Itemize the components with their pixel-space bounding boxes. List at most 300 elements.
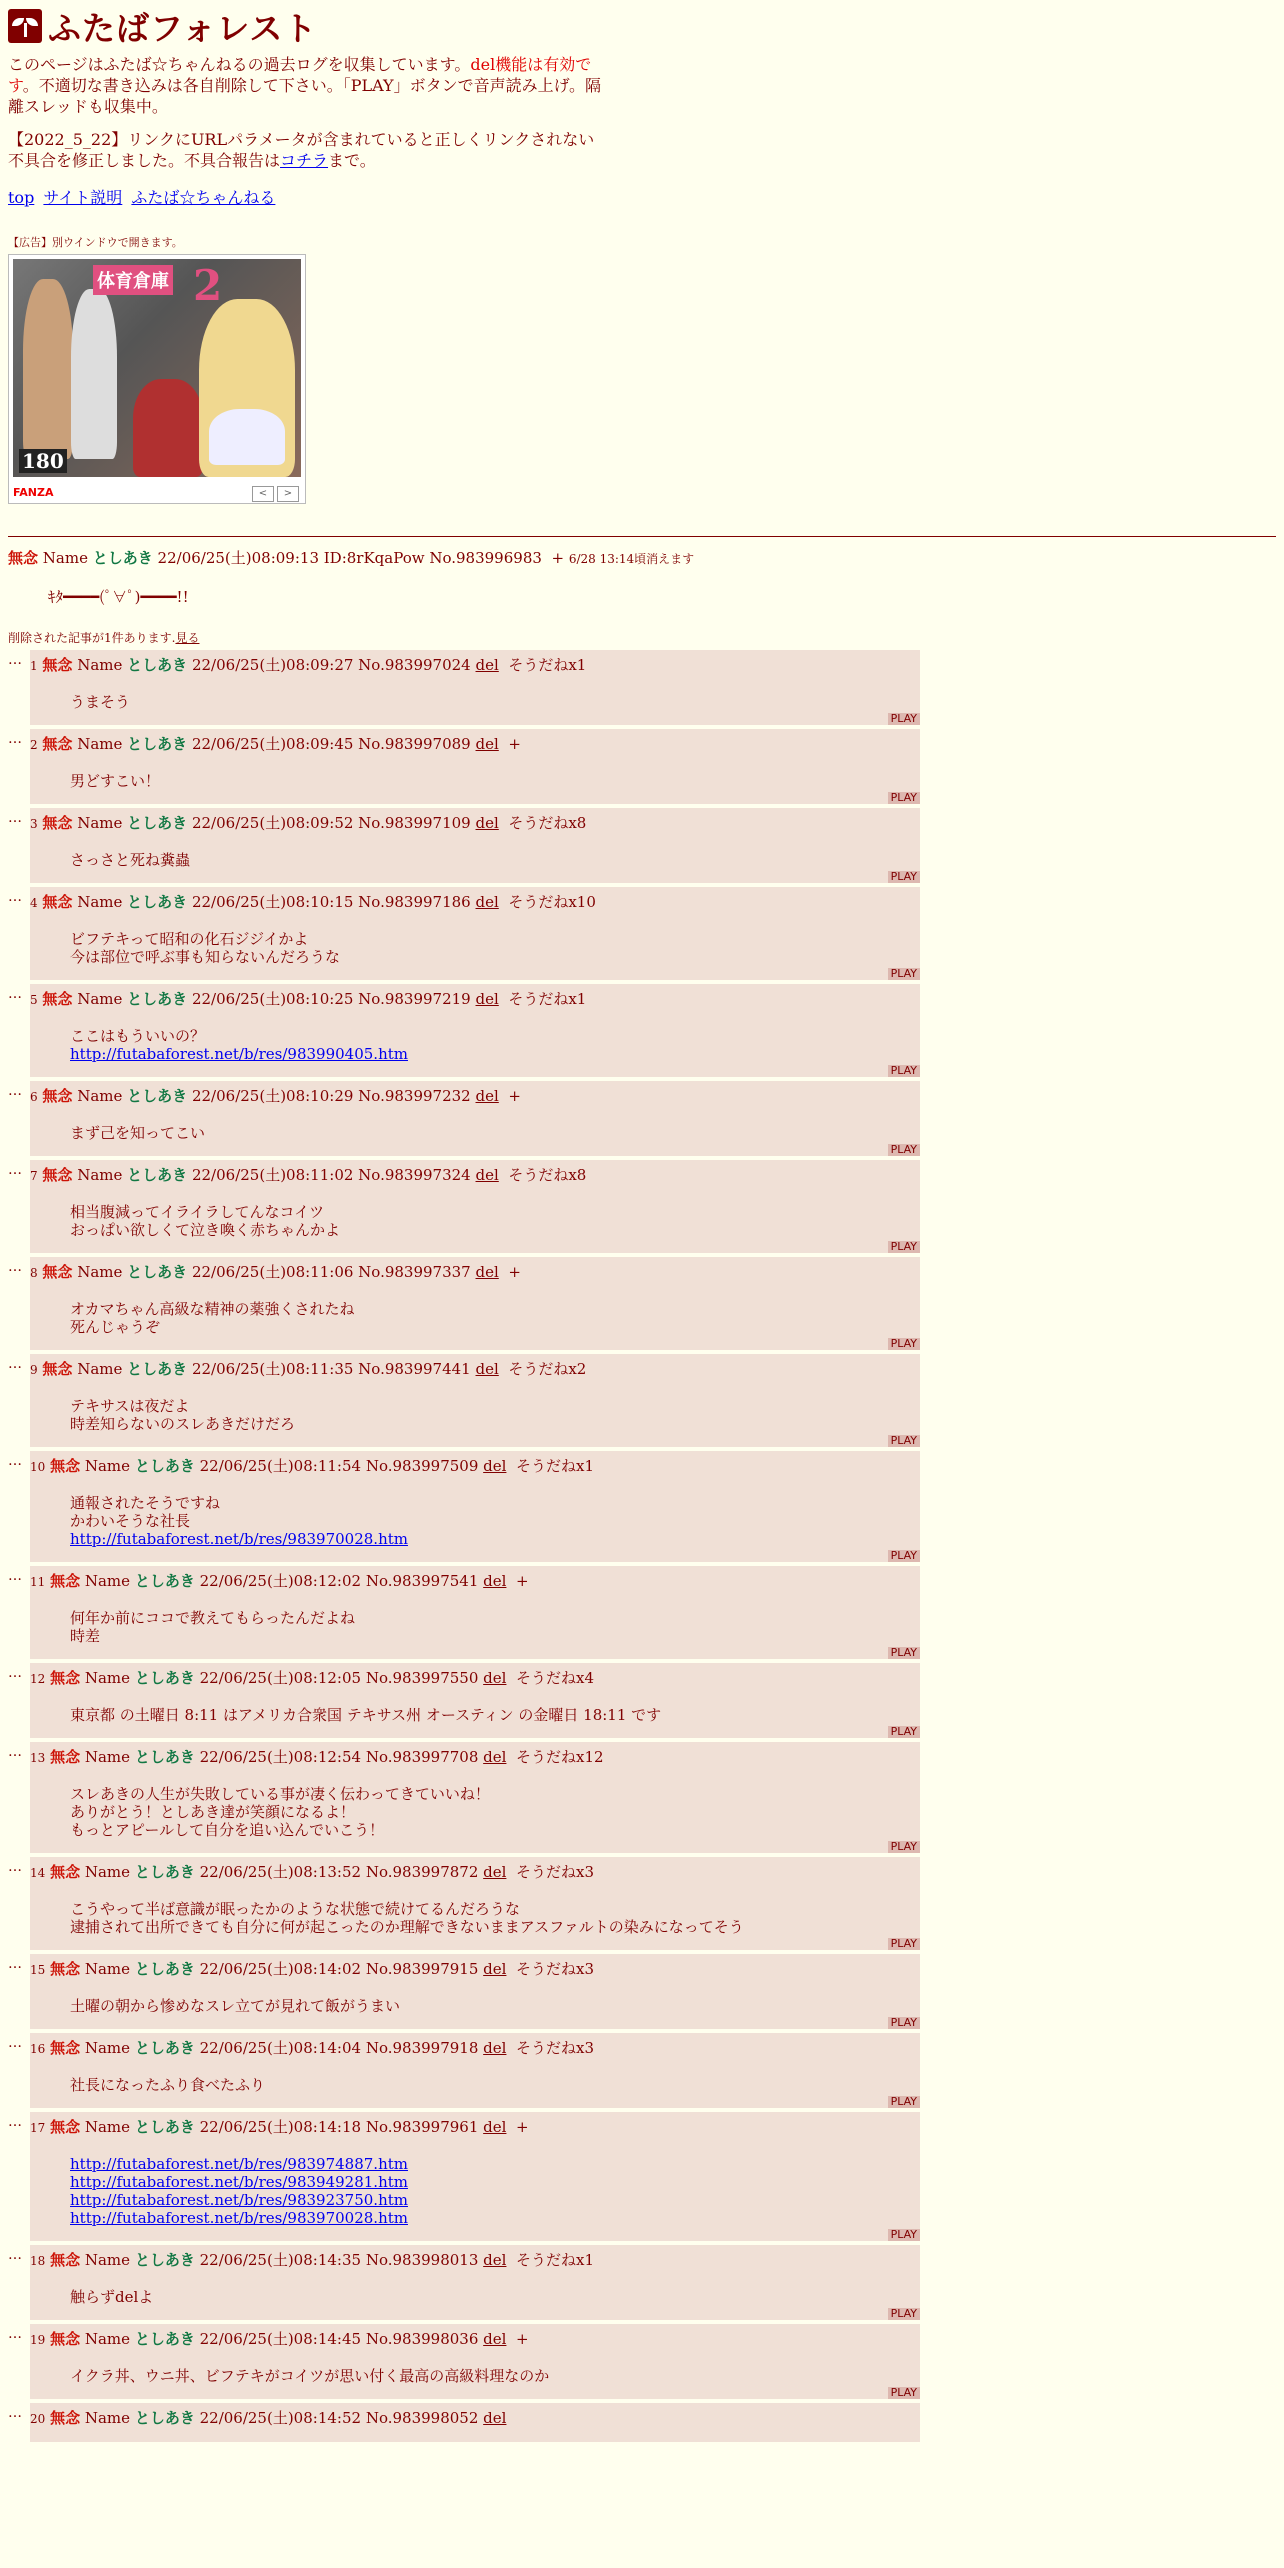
reply-date: 22/06/25(土)08:11:06 No.983997337: [191, 1263, 471, 1281]
reply-link[interactable]: http://futabaforest.net/b/res/983923750.htm: [70, 2191, 408, 2209]
reply-link[interactable]: http://futabaforest.net/b/res/983970028.htm: [70, 1530, 408, 1548]
del-link[interactable]: del: [483, 1572, 507, 1590]
reply-number: 11: [30, 1575, 46, 1589]
play-button[interactable]: PLAY: [888, 871, 920, 883]
play-button[interactable]: PLAY: [888, 1144, 920, 1156]
reply-subject: 無念: [50, 2409, 81, 2427]
reply-post: [30, 1742, 920, 1853]
reply-post: [30, 984, 920, 1077]
reply-body: [70, 772, 920, 790]
play-button[interactable]: PLAY: [888, 2017, 920, 2029]
reply-subject: 無念: [50, 2330, 81, 2348]
reply-text-line: 触らずdelよ: [70, 2288, 154, 2306]
del-link[interactable]: del: [475, 735, 499, 753]
ad-banner[interactable]: [8, 254, 306, 504]
reply-text-line: さっさと死ね糞蟲: [70, 851, 191, 869]
intro-text-2: 。不適切な書き込みは各自削除して下さい。「PLAY」ボタンで音声読み上げ。隔離スレッドも収集中。: [8, 76, 601, 116]
del-link[interactable]: del: [475, 1263, 499, 1281]
reply-number: 2: [30, 738, 38, 752]
sodane-button[interactable]: そうだねx4: [515, 1669, 594, 1687]
reply-subject: 無念: [50, 1669, 81, 1687]
ad-brand[interactable]: FANZA: [13, 486, 54, 499]
reply-text-line: 相当腹減ってイライラしてんなコイツ: [70, 1203, 325, 1221]
reply-body: [70, 1706, 920, 1724]
reply-number: 4: [30, 896, 38, 910]
reply-name: としあき: [127, 990, 188, 1008]
reply-name-label: Name: [77, 814, 123, 832]
sodane-button[interactable]: そうだねx1: [515, 2251, 594, 2269]
sodane-button[interactable]: +: [508, 735, 521, 753]
nav-top-link[interactable]: top: [8, 188, 35, 207]
reply-post: [30, 650, 920, 725]
reply-name-label: Name: [84, 1960, 131, 1978]
reply-name: としあき: [127, 893, 188, 911]
reply-body: [70, 1997, 920, 2015]
reply-row: [8, 1081, 1276, 1156]
reply-name: としあき: [134, 2118, 195, 2136]
reply-date: 22/06/25(土)08:14:35 No.983998013: [199, 2251, 479, 2269]
op-post: [8, 547, 1276, 607]
nav-links: [8, 185, 1276, 208]
reply-row: [8, 1857, 1276, 1950]
play-button[interactable]: PLAY: [888, 2229, 920, 2241]
reply-name-label: Name: [77, 893, 123, 911]
del-link[interactable]: del: [483, 2330, 507, 2348]
reply-name-label: Name: [84, 2409, 131, 2427]
reply-subject: 無念: [50, 2118, 81, 2136]
reply-text-line: 時差: [70, 1627, 101, 1645]
reply-body: [70, 693, 920, 711]
reply-name: としあき: [134, 1748, 195, 1766]
reply-name: としあき: [134, 1457, 195, 1475]
play-button[interactable]: PLAY: [888, 1647, 920, 1659]
site-header: [8, 6, 1276, 46]
del-link[interactable]: del: [483, 2039, 507, 2057]
reply-text-line: 時差知らないのスレあきだけだろ: [70, 1415, 296, 1433]
play-button[interactable]: PLAY: [888, 1726, 920, 1738]
sodane-button[interactable]: +: [515, 2330, 529, 2348]
reply-number: 12: [30, 1672, 46, 1686]
del-link[interactable]: del: [483, 2251, 507, 2269]
reply-name-label: Name: [77, 1263, 123, 1281]
notice-text: 【2022_5_22】リンクにURLパラメータが含まれていると正しくリンクされない不具合を修正しました。不具合報告は: [8, 130, 595, 170]
reply-name-label: Name: [84, 1748, 131, 1766]
sodane-button[interactable]: そうだねx2: [508, 1360, 587, 1378]
reply-body: [70, 1609, 920, 1645]
del-link[interactable]: del: [475, 814, 499, 832]
reply-dots: …: [8, 1568, 22, 1584]
reply-date: 22/06/25(土)08:09:52 No.983997109: [191, 814, 471, 832]
op-sodane[interactable]: +: [551, 549, 565, 567]
reply-body: [70, 1300, 920, 1336]
reply-post: [30, 1857, 920, 1950]
reply-subject: 無念: [42, 893, 73, 911]
reply-body: [70, 851, 920, 869]
sodane-button[interactable]: そうだねx1: [508, 656, 587, 674]
sodane-button[interactable]: +: [515, 2118, 529, 2136]
sodane-button[interactable]: そうだねx8: [508, 1166, 587, 1184]
del-link[interactable]: del: [483, 1748, 507, 1766]
reply-text-line: オカマちゃん高級な精神の薬強くされたね: [70, 1300, 355, 1318]
reply-body: [70, 1494, 920, 1548]
reply-name: としあき: [134, 2409, 195, 2427]
reply-name-label: Name: [84, 1863, 131, 1881]
reply-dots: …: [8, 889, 22, 905]
play-button[interactable]: PLAY: [888, 1241, 920, 1253]
reply-row: [8, 1742, 1276, 1853]
reply-dots: …: [8, 1744, 22, 1760]
reply-number: 9: [30, 1363, 38, 1377]
reply-dots: …: [8, 1162, 22, 1178]
reply-dots: …: [8, 2035, 22, 2051]
reply-name-label: Name: [77, 990, 123, 1008]
intro-del-notice: del機能は有効です: [8, 55, 592, 95]
leaf-logo-icon[interactable]: [8, 9, 42, 43]
sodane-button[interactable]: そうだねx12: [515, 1748, 604, 1766]
reply-link[interactable]: http://futabaforest.net/b/res/983974887.htm: [70, 2155, 408, 2173]
reply-date: 22/06/25(土)08:14:52 No.983998052: [199, 2409, 479, 2427]
reply-text-line: 通報されたそうですね: [70, 1494, 221, 1512]
sodane-button[interactable]: そうだねx3: [515, 1960, 594, 1978]
reply-body: [70, 2288, 920, 2306]
reply-name-label: Name: [84, 1457, 131, 1475]
reply-post: [30, 2245, 920, 2320]
reply-link[interactable]: http://futabaforest.net/b/res/983990405.htm: [70, 1045, 408, 1063]
reply-body: [70, 1124, 920, 1142]
reply-date: 22/06/25(土)08:11:35 No.983997441: [191, 1360, 471, 1378]
reply-row: [8, 1354, 1276, 1447]
reply-name: としあき: [134, 1572, 195, 1590]
ad-footer: [13, 481, 301, 499]
reply-text-line: 死んじゃうぞ: [70, 1318, 161, 1336]
sodane-button[interactable]: そうだねx3: [515, 2039, 594, 2057]
reply-post: [30, 1354, 920, 1447]
del-link[interactable]: del: [475, 1360, 499, 1378]
reply-name-label: Name: [84, 2251, 131, 2269]
reply-text-line: ビフテキって昭和の化石ジジイかよ: [70, 930, 309, 948]
reply-name-label: Name: [84, 2118, 131, 2136]
reply-date: 22/06/25(土)08:13:52 No.983997872: [199, 1863, 479, 1881]
reply-row: [8, 2245, 1276, 2320]
reply-post: [30, 1081, 920, 1156]
reply-name: としあき: [127, 1087, 188, 1105]
reply-date: 22/06/25(土)08:10:15 No.983997186: [191, 893, 471, 911]
reply-body: [70, 1027, 920, 1063]
reply-dots: …: [8, 810, 22, 826]
op-date: 22/06/25(土)08:09:13 ID:8rKqaPow No.983996983: [157, 549, 542, 567]
reply-number: 13: [30, 1751, 46, 1765]
reply-text-line: こうやって半ば意識が眠ったかのような状態で続けてるんだろうな: [70, 1900, 521, 1918]
reply-name-label: Name: [84, 1572, 131, 1590]
reply-subject: 無念: [42, 814, 73, 832]
nav-about-link[interactable]: サイト説明: [43, 188, 123, 207]
reply-name: としあき: [134, 2251, 195, 2269]
reply-dots: …: [8, 986, 22, 1002]
reply-date: 22/06/25(土)08:10:25 No.983997219: [191, 990, 471, 1008]
reply-row: [8, 1954, 1276, 2029]
reply-number: 14: [30, 1866, 46, 1880]
reply-row: [8, 1566, 1276, 1659]
ad-prev-button[interactable]: <: [252, 486, 274, 502]
reply-date: 22/06/25(土)08:11:54 No.983997509: [199, 1457, 479, 1475]
reply-text-line: 土曜の朝から惨めなスレ立てが見れて飯がうまい: [70, 1997, 401, 2015]
reply-text-line: スレあきの人生が失敗している事が凄く伝わってきていいね！: [70, 1785, 490, 1803]
play-button[interactable]: PLAY: [888, 968, 920, 980]
play-button[interactable]: PLAY: [888, 2387, 920, 2399]
reply-text-line: ありがとう！としあき達が笑顔になるよ！: [70, 1803, 356, 1821]
reply-number: 18: [30, 2254, 46, 2268]
reply-dots: …: [8, 2114, 22, 2130]
reply-dots: …: [8, 2247, 22, 2263]
reply-text-line: かわいそうな社長: [70, 1512, 191, 1530]
reply-dots: …: [8, 1665, 22, 1681]
reply-subject: 無念: [42, 1360, 73, 1378]
sodane-button[interactable]: そうだねx1: [515, 1457, 594, 1475]
reply-text-line: 何年か前にココで教えてもらったんだよね: [70, 1609, 356, 1627]
reply-subject: 無念: [50, 1572, 81, 1590]
reply-body: [70, 1785, 920, 1839]
reply-text-line: テキサスは夜だよ: [70, 1397, 190, 1415]
reply-text-line: ここはもういいの？: [70, 1027, 206, 1045]
reply-subject: 無念: [42, 656, 73, 674]
play-button[interactable]: PLAY: [888, 792, 920, 804]
deleted-text: 削除された記事が1件あります.: [8, 631, 176, 645]
reply-row: [8, 2033, 1276, 2108]
notice-text-end: まで。: [328, 151, 376, 170]
op-expire: 6/28 13:14頃消えます: [568, 552, 695, 566]
play-button[interactable]: PLAY: [888, 1338, 920, 1350]
reply-dots: …: [8, 1259, 22, 1275]
reply-subject: 無念: [42, 1166, 73, 1184]
del-link[interactable]: del: [475, 893, 499, 911]
reply-row: [8, 650, 1276, 725]
op-body: ｷﾀ━━━━(ﾟ∀ﾟ)━━━━!!: [48, 588, 189, 606]
reply-link[interactable]: http://futabaforest.net/b/res/983949281.htm: [70, 2173, 408, 2191]
play-button[interactable]: PLAY: [888, 713, 920, 725]
reply-list: [8, 650, 1276, 2442]
reply-row: [8, 887, 1276, 980]
reply-subject: 無念: [50, 1457, 81, 1475]
reply-number: 10: [30, 1460, 46, 1474]
reply-subject: 無念: [42, 1087, 73, 1105]
del-link[interactable]: del: [475, 990, 499, 1008]
reply-row: [8, 1160, 1276, 1253]
reply-number: 1: [30, 659, 38, 673]
del-link[interactable]: del: [475, 1087, 499, 1105]
report-link[interactable]: コチラ: [280, 151, 329, 170]
reply-date: 22/06/25(土)08:11:02 No.983997324: [191, 1166, 471, 1184]
reply-name-label: Name: [77, 735, 123, 753]
reply-subject: 無念: [42, 735, 73, 753]
del-link[interactable]: del: [483, 2409, 507, 2427]
reply-post: [30, 2112, 920, 2241]
play-button[interactable]: PLAY: [888, 1841, 920, 1853]
reply-body: [70, 1900, 920, 1936]
reply-subject: 無念: [42, 990, 73, 1008]
reply-name: としあき: [127, 814, 188, 832]
site-name[interactable]: ふたばフォレスト: [48, 8, 318, 48]
reply-subject: 無念: [50, 1863, 81, 1881]
update-notice: [8, 129, 608, 171]
reply-date: 22/06/25(土)08:14:45 No.983998036: [199, 2330, 479, 2348]
reply-text-line: おっぱい欲しくて泣き喚く赤ちゃんかよ: [70, 1221, 341, 1239]
reply-name: としあき: [134, 1863, 195, 1881]
reply-dots: …: [8, 1859, 22, 1875]
reply-body: [70, 930, 920, 966]
reply-post: [30, 1257, 920, 1350]
play-button[interactable]: PLAY: [888, 2096, 920, 2108]
ad-label: 【広告】別ウインドウで開きます。: [8, 236, 183, 249]
sodane-button[interactable]: そうだねx8: [508, 814, 587, 832]
del-link[interactable]: del: [475, 656, 499, 674]
reply-row: [8, 1257, 1276, 1350]
reply-name-label: Name: [77, 1360, 123, 1378]
reply-text-line: うまそう: [70, 693, 131, 711]
reply-body: [70, 2076, 920, 2094]
reply-number: 8: [30, 1266, 38, 1280]
reply-row: [8, 2403, 1276, 2442]
reply-post: [30, 1160, 920, 1253]
reply-row: [8, 2112, 1276, 2241]
reply-body: [70, 2155, 920, 2227]
reply-name: としあき: [127, 735, 188, 753]
ad-badge: 180: [19, 449, 67, 473]
play-button[interactable]: PLAY: [888, 1435, 920, 1447]
reply-text-line: 男どすこい！: [70, 772, 161, 790]
reply-name-label: Name: [77, 656, 123, 674]
reply-date: 22/06/25(土)08:12:54 No.983997708: [199, 1748, 479, 1766]
sodane-button[interactable]: +: [508, 1087, 521, 1105]
reply-text-line: 社長になったふり食べたふり: [70, 2076, 266, 2094]
sodane-button[interactable]: +: [515, 1572, 529, 1590]
reply-post: [30, 1566, 920, 1659]
reply-date: 22/06/25(土)08:09:45 No.983997089: [191, 735, 471, 753]
reply-link[interactable]: http://futabaforest.net/b/res/983970028.htm: [70, 2209, 408, 2227]
reply-subject: 無念: [50, 1748, 81, 1766]
reply-number: 15: [30, 1963, 46, 1977]
reply-date: 22/06/25(土)08:14:02 No.983997915: [199, 1960, 479, 1978]
reply-post: [30, 2324, 920, 2399]
reply-dots: …: [8, 2405, 22, 2421]
reply-dots: …: [8, 1083, 22, 1099]
reply-name: としあき: [134, 2039, 195, 2057]
reply-row: [8, 729, 1276, 804]
reply-post: [30, 808, 920, 883]
play-button[interactable]: PLAY: [888, 1938, 920, 1950]
ad-arrows: [249, 481, 299, 502]
reply-subject: 無念: [50, 1960, 81, 1978]
reply-text-line: 東京都 の土曜日 8:11 はアメリカ合衆国 テキサス州 オースティン の金曜日 18:11 です: [70, 1706, 662, 1724]
reply-text-line: もっとアピールして自分を追い込んでいこう！: [70, 1821, 385, 1839]
reply-row: [8, 1663, 1276, 1738]
reply-name-label: Name: [77, 1166, 123, 1184]
reply-post: [30, 2033, 920, 2108]
reply-row: [8, 984, 1276, 1077]
reply-subject: 無念: [50, 2039, 81, 2057]
reply-date: 22/06/25(土)08:14:18 No.983997961: [199, 2118, 479, 2136]
show-deleted-link[interactable]: 見る: [175, 631, 200, 645]
reply-post: [30, 1954, 920, 2029]
play-button[interactable]: PLAY: [888, 2308, 920, 2320]
reply-number: 5: [30, 993, 38, 1007]
reply-dots: …: [8, 652, 22, 668]
reply-date: 22/06/25(土)08:12:05 No.983997550: [199, 1669, 479, 1687]
del-link[interactable]: del: [483, 1960, 507, 1978]
play-button[interactable]: PLAY: [888, 1065, 920, 1077]
reply-dots: …: [8, 731, 22, 747]
reply-post: [30, 729, 920, 804]
op-subject: 無念: [8, 549, 39, 567]
reply-post: [30, 1663, 920, 1738]
reply-dots: …: [8, 1956, 22, 1972]
reply-date: 22/06/25(土)08:10:29 No.983997232: [191, 1087, 471, 1105]
reply-dots: …: [8, 2326, 22, 2342]
sodane-button[interactable]: そうだねx3: [515, 1863, 594, 1881]
reply-dots: …: [8, 1356, 22, 1372]
op-name-label: Name: [42, 549, 88, 567]
reply-body: [70, 2367, 920, 2385]
op-name: としあき: [92, 549, 153, 567]
reply-number: 20: [30, 2412, 46, 2426]
reply-row: [8, 808, 1276, 883]
reply-row: [8, 1451, 1276, 1562]
sodane-button[interactable]: そうだねx1: [508, 990, 587, 1008]
ad-title-number: 2: [193, 261, 223, 310]
reply-text-line: イクラ丼、ウニ丼、ビフテキがコイツが思い付く最高の高級料理なのか: [70, 2367, 550, 2385]
reply-body: [70, 1397, 920, 1433]
reply-post: [30, 887, 920, 980]
reply-subject: 無念: [50, 2251, 81, 2269]
ad-image[interactable]: [13, 259, 301, 477]
reply-post: [30, 1451, 920, 1562]
reply-name: としあき: [127, 656, 188, 674]
reply-text-line: まず己を知ってこい: [70, 1124, 206, 1142]
reply-row: [8, 2324, 1276, 2399]
reply-name: としあき: [134, 1960, 195, 1978]
play-button[interactable]: PLAY: [888, 1550, 920, 1562]
site-intro: [8, 54, 608, 117]
ad-next-button[interactable]: >: [277, 486, 299, 502]
reply-date: 22/06/25(土)08:14:04 No.983997918: [199, 2039, 479, 2057]
reply-number: 3: [30, 817, 38, 831]
ad-title: 体育倉庫: [93, 265, 173, 295]
reply-name: としあき: [127, 1263, 188, 1281]
reply-number: 19: [30, 2333, 46, 2347]
del-link[interactable]: del: [483, 1457, 507, 1475]
del-link[interactable]: del: [475, 1166, 499, 1184]
reply-date: 22/06/25(土)08:12:02 No.983997541: [199, 1572, 479, 1590]
sodane-button[interactable]: +: [508, 1263, 521, 1281]
reply-text-line: 今は部位で呼ぶ事も知らないんだろうな: [70, 948, 341, 966]
reply-dots: …: [8, 1453, 22, 1469]
del-link[interactable]: del: [483, 2118, 507, 2136]
deleted-notice: [8, 629, 1276, 646]
reply-number: 6: [30, 1090, 38, 1104]
reply-number: 17: [30, 2121, 46, 2135]
del-link[interactable]: del: [483, 1669, 507, 1687]
del-link[interactable]: del: [483, 1863, 507, 1881]
reply-name-label: Name: [77, 1087, 123, 1105]
intro-text: このページはふたば☆ちゃんねるの過去ログを収集しています。: [8, 55, 471, 74]
reply-post: [30, 2403, 920, 2442]
reply-name-label: Name: [84, 2330, 131, 2348]
reply-name-label: Name: [84, 1669, 131, 1687]
reply-number: 7: [30, 1169, 38, 1183]
sodane-button[interactable]: そうだねx10: [508, 893, 596, 911]
reply-name: としあき: [134, 2330, 195, 2348]
divider: [8, 536, 1276, 537]
nav-futaba-link[interactable]: ふたば☆ちゃんねる: [131, 188, 276, 207]
